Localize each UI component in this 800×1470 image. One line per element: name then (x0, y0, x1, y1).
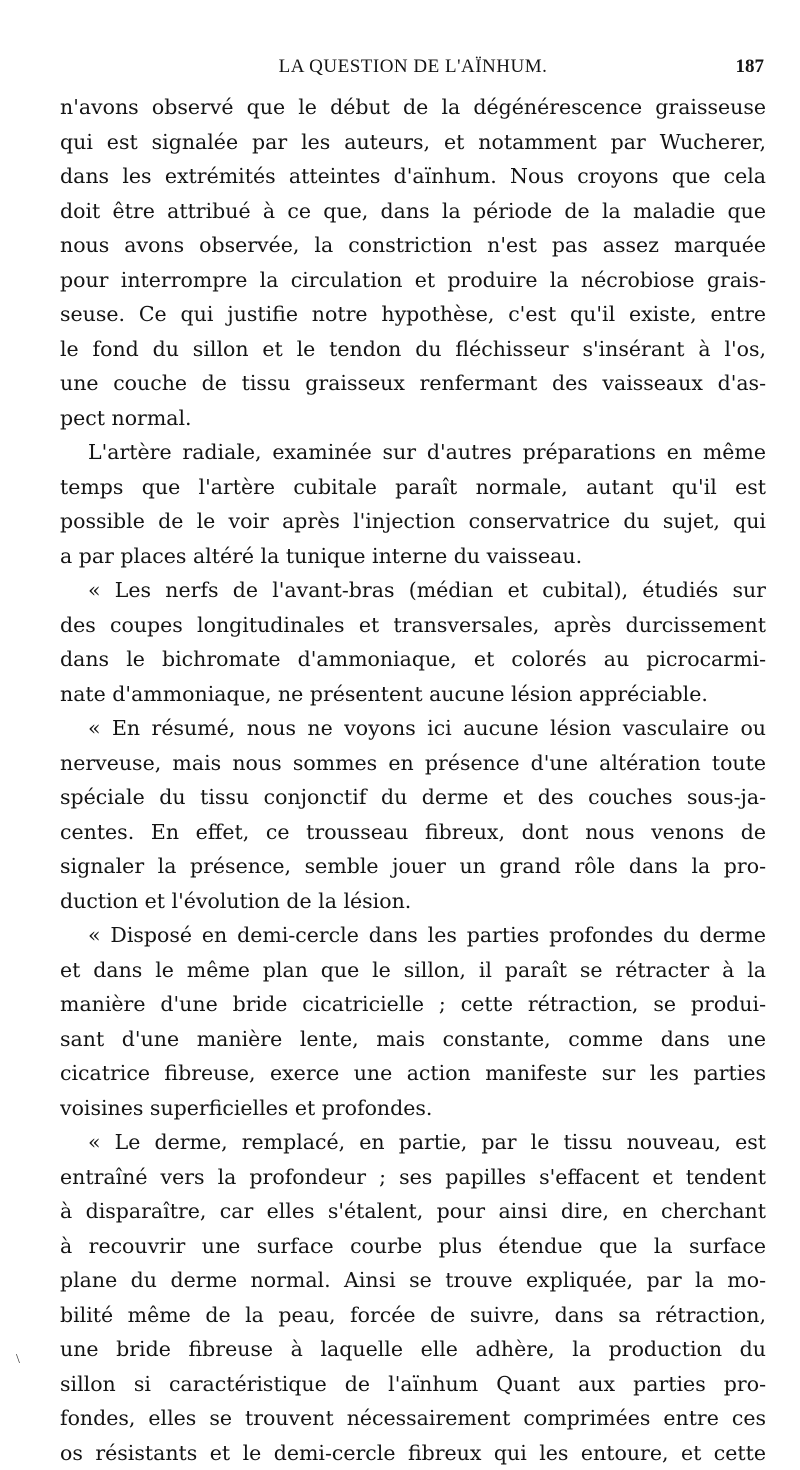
text-line: plane du derme normal. Ainsi se trouve expliquée, par la mo- (60, 1263, 766, 1298)
text-line: possible de le voir après l'injection conservatrice du sujet, qui (60, 504, 766, 539)
text-line: pect normal. (60, 401, 766, 436)
text-line: voisines superficielles et profondes. (60, 1091, 766, 1126)
text-line: entraîné vers la profondeur ; ses papilles s'effacent et tendent (60, 1160, 766, 1195)
text-line: spéciale du tissu conjonctif du derme et des couches sous-ja- (60, 780, 766, 815)
text-line: signaler la présence, semble jouer un grand rôle dans la pro- (60, 849, 766, 884)
running-title: LA QUESTION DE L'AÏNHUM. (60, 56, 766, 78)
text-line: qui est signalée par les auteurs, et notamment par Wucherer, (60, 125, 766, 160)
text-line: seuse. Ce qui justifie notre hypothèse, c'est qu'il existe, entre (60, 297, 766, 332)
text-line: dans les extrémités atteintes d'aïnhum. Nous croyons que cela (60, 159, 766, 194)
text-line: pour interrompre la circulation et produire la nécrobiose grais- (60, 263, 766, 298)
text-line: à recouvrir une surface courbe plus étendue que la surface (60, 1229, 766, 1264)
text-line: « En résumé, nous ne voyons ici aucune lésion vasculaire ou (60, 711, 766, 746)
body-text (60, 90, 766, 1470)
text-line: nerveuse, mais nous sommes en présence d'une altération toute (60, 746, 766, 781)
page-number: 187 (736, 56, 765, 78)
text-line: dans le bichromate d'ammoniaque, et colorés au picrocarmi- (60, 642, 766, 677)
text-line: le fond du sillon et le tendon du fléchisseur s'insérant à l'os, (60, 332, 766, 367)
text-line: centes. En effet, ce trousseau fibreux, dont nous venons de (60, 815, 766, 850)
stray-mark: \ (16, 1352, 20, 1368)
text-line: « Le derme, remplacé, en partie, par le tissu nouveau, est (60, 1125, 766, 1160)
text-line: cicatrice fibreuse, exerce une action manifeste sur les parties (60, 1056, 766, 1091)
text-line: « Disposé en demi-cercle dans les parties profondes du derme (60, 918, 766, 953)
page-header (60, 56, 766, 86)
text-line: n'avons observé que le début de la dégénérescence graisseuse (60, 90, 766, 125)
text-line: des coupes longitudinales et transversales, après durcissement (60, 608, 766, 643)
text-line: duction et l'évolution de la lésion. (60, 884, 766, 919)
text-line: fondes, elles se trouvent nécessairement comprimées entre ces (60, 1401, 766, 1436)
text-line: sant d'une manière lente, mais constante, comme dans une (60, 1022, 766, 1057)
text-line: temps que l'artère cubitale paraît normale, autant qu'il est (60, 470, 766, 505)
text-line: nate d'ammoniaque, ne présentent aucune lésion appréciable. (60, 677, 766, 712)
text-line: « Les nerfs de l'avant-bras (médian et cubital), étudiés sur (60, 573, 766, 608)
text-line: une couche de tissu graisseux renfermant des vaisseaux d'as- (60, 366, 766, 401)
text-line: doit être attribué à ce que, dans la période de la maladie que (60, 194, 766, 229)
text-line: L'artère radiale, examinée sur d'autres préparations en même (60, 435, 766, 470)
text-line: a par places altéré la tunique interne du vaisseau. (60, 539, 766, 574)
text-line: une bride fibreuse à laquelle elle adhère, la production du (60, 1332, 766, 1367)
text-line: et dans le même plan que le sillon, il paraît se rétracter à la (60, 953, 766, 988)
text-line: manière d'une bride cicatricielle ; cette rétraction, se produi- (60, 987, 766, 1022)
text-line: à disparaître, car elles s'étalent, pour ainsi dire, en cherchant (60, 1194, 766, 1229)
text-line: nous avons observée, la constriction n'est pas assez marquée (60, 228, 766, 263)
text-line: sillon si caractéristique de l'aïnhum Quant aux parties pro- (60, 1367, 766, 1402)
text-line: bilité même de la peau, forcée de suivre, dans sa rétraction, (60, 1298, 766, 1333)
text-line: os résistants et le demi-cercle fibreux qui les entoure, et cette (60, 1436, 766, 1470)
